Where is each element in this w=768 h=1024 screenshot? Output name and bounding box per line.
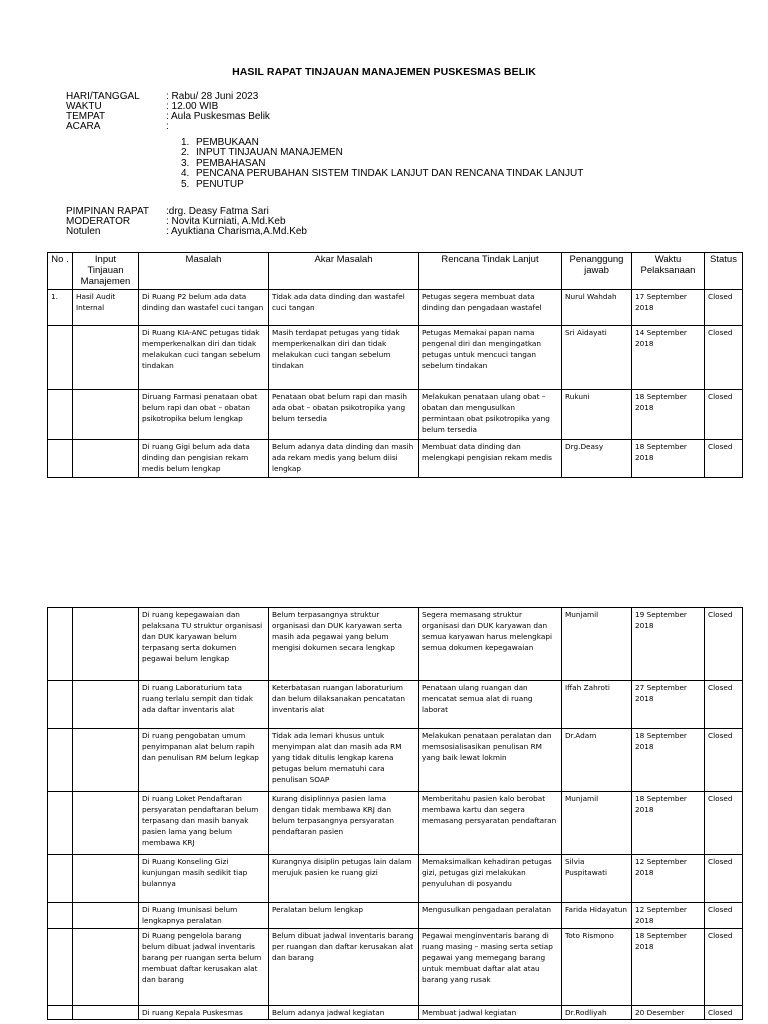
row-number: [48, 792, 73, 855]
input-cell: [73, 440, 139, 478]
table-row: [48, 390, 743, 440]
agenda-text: INPUT TINJAUAN MANAJEMEN: [196, 147, 343, 159]
agenda-text: PEMBAHASAN: [196, 157, 266, 169]
agenda-text: PEMBUKAAN: [196, 137, 259, 148]
problem-cell: Di ruang Loket Pendaftaran persyaratan pendaftaran belum terpasang dan masih banyak pasien lama yang belum membawa KRJ: [139, 792, 269, 855]
agenda-number: 5.: [181, 178, 190, 190]
table-row: [48, 681, 743, 729]
responsible-cell: Iffah Zahroti: [562, 681, 632, 729]
schedule-cell: 14 September 2018: [632, 326, 705, 390]
row-number: [48, 929, 73, 1006]
responsible-cell: Munjamil: [562, 792, 632, 855]
root-cause-cell: Kurangnya disiplin petugas lain dalam merujuk pasien ke ruang gizi: [269, 855, 419, 903]
action-plan-cell: Petugas segera membuat data dinding dan pengadaan wastafel: [419, 290, 562, 326]
input-cell: [73, 390, 139, 440]
responsible-cell: Dr.Adam: [562, 729, 632, 792]
table-row: [48, 929, 743, 1006]
problem-cell: Di ruang Gigi belum ada data dinding dan pengisian rekam medis belum lengkap: [139, 440, 269, 478]
problem-cell: Di ruang pengobatan umum penyimpanan alat belum rapih dan penulisan RM belum legkap: [139, 729, 269, 792]
action-plan-cell: Memberitahu pasien kalo berobat membawa kartu dan segera memasang persyaratan pendaftaran: [419, 792, 562, 855]
action-plan-cell: Penataan ulang ruangan dan mencatat semua alat di ruang laborat: [419, 681, 562, 729]
row-number: [48, 440, 73, 478]
status-cell: Closed: [705, 326, 743, 390]
responsible-cell: Toto Rismono: [562, 929, 632, 1006]
status-cell: Closed: [705, 792, 743, 855]
problem-cell: Di Ruang pengelola barang belum dibuat jadwal inventaris barang per ruangan serta belum membuat daftar kerusakan alat dan barang: [139, 929, 269, 1006]
responsible-cell: Rukuni: [562, 390, 632, 440]
header-no: No .: [48, 253, 73, 290]
info-label: TEMPAT: [66, 111, 106, 122]
info-label: ACARA: [66, 121, 101, 132]
meeting-info: [66, 92, 466, 132]
table-row: [48, 903, 743, 929]
row-number: 1.: [48, 290, 73, 326]
schedule-cell: 18 September 2018: [632, 792, 705, 855]
header-input: Input Tinjauan Manajemen: [73, 253, 139, 290]
info-label: WAKTU: [66, 101, 102, 112]
status-cell: Closed: [705, 290, 743, 326]
problem-cell: Di ruang Kepala Puskesmas: [139, 1006, 269, 1020]
info-label: PIMPINAN RAPAT: [66, 206, 149, 217]
info-value: :: [166, 121, 169, 132]
responsible-cell: Drg.Deasy: [562, 440, 632, 478]
responsible-cell: Silvia Puspitawati: [562, 855, 632, 903]
status-cell: Closed: [705, 390, 743, 440]
responsible-cell: Sri Aidayati: [562, 326, 632, 390]
info-label: MODERATOR: [66, 216, 131, 227]
input-cell: [73, 792, 139, 855]
responsible-cell: Nurul Wahdah: [562, 290, 632, 326]
table-row: [48, 855, 743, 903]
root-cause-cell: Masih terdapat petugas yang tidak memperkenalkan diri dan tidak melakukan cuci tangan sebelum tindakan: [269, 326, 419, 390]
root-cause-cell: Belum adanya jadwal kegiatan: [269, 1006, 419, 1020]
input-cell: [73, 903, 139, 929]
info-value: : Rabu/ 28 Juni 2023: [166, 91, 259, 102]
root-cause-cell: Belum dibuat jadwal inventaris barang per ruangan dan daftar kerusakan alat dan barang: [269, 929, 419, 1006]
root-cause-cell: Peralatan belum lengkap: [269, 903, 419, 929]
header-masalah: Masalah: [139, 253, 269, 290]
input-cell: [73, 326, 139, 390]
problem-cell: Di ruang Laboraturium tata ruang terlalu sempit dan tidak ada daftar inventaris alat: [139, 681, 269, 729]
info-row-place: [66, 112, 466, 122]
action-plan-cell: Mengusulkan pengadaan peralatan: [419, 903, 562, 929]
info-value: : Novita Kurniati, A.Md.Keb: [166, 216, 286, 227]
status-cell: Closed: [705, 608, 743, 681]
table-row: [48, 290, 743, 326]
header-rencana: Rencana Tindak Lanjut: [419, 253, 562, 290]
row-number: [48, 326, 73, 390]
agenda-number: 1.: [181, 137, 190, 148]
action-plan-cell: Segera memasang struktur organisasi dan DUK karyawan dan semua karyawan harus melengkapi semua dokumen kepegawaian: [419, 608, 562, 681]
agenda-number: 3.: [181, 157, 190, 169]
schedule-cell: 19 September 2018: [632, 608, 705, 681]
row-number: [48, 855, 73, 903]
info-label: HARI/TANGGAL: [66, 91, 140, 102]
action-plan-cell: Petugas Memakai papan nama pengenal diri dan mengingatkan petugas untuk mencuci tangan sebelum tindakan: [419, 326, 562, 390]
root-cause-cell: Kurang disiplinnya pasien lama dengan tidak membawa KRJ dan belum terpasangnya persyaratan pendaftaran pasien: [269, 792, 419, 855]
root-cause-cell: Penataan obat belum rapi dan masih ada obat – obatan psikotropika yang belum tersedia: [269, 390, 419, 440]
header-status: Status: [705, 253, 743, 290]
input-cell: [73, 1006, 139, 1020]
table-row: [48, 792, 743, 855]
info-value: : 12.00 WIB: [166, 101, 219, 112]
schedule-cell: 18 September 2018: [632, 440, 705, 478]
input-cell: [73, 855, 139, 903]
row-number: [48, 1006, 73, 1020]
schedule-cell: 12 September 2018: [632, 855, 705, 903]
agenda-number: 2.: [181, 147, 190, 159]
results-table-page1: [47, 252, 743, 478]
action-plan-cell: Pegawai menginventaris barang di ruang masing – masing serta setiap pegawai yang memegang barang untuk membuat daftar alat atau barang yang rusak: [419, 929, 562, 1006]
agenda-item: [181, 180, 583, 190]
table-body: [48, 290, 743, 478]
status-cell: Closed: [705, 855, 743, 903]
agenda-list: [181, 138, 583, 190]
info-row-date: [66, 92, 466, 102]
action-plan-cell: Melakukan penataan ulang obat – obatan dan mengusulkan permintaan obat psikotropika yang belum tersedia: [419, 390, 562, 440]
meeting-people: [66, 207, 466, 237]
status-cell: Closed: [705, 929, 743, 1006]
action-plan-cell: Membuat data dinding dan melengkapi pengisian rekam medis: [419, 440, 562, 478]
root-cause-cell: Tidak ada lemari khusus untuk menyimpan alat dan masih ada RM yang tidak ditulis lengkap karena petugas belum mematuhi cara penulisan SOAP: [269, 729, 419, 792]
action-plan-cell: Memaksimalkan kehadiran petugas gizi, petugas gizi melakukan penyuluhan di posyandu: [419, 855, 562, 903]
problem-cell: Di Ruang Imunisasi belum lengkapnya peralatan: [139, 903, 269, 929]
agenda-text: PENCANA PERUBAHAN SISTEM TINDAK LANJUT DAN RENCANA TINDAK LANJUT: [196, 168, 584, 180]
row-number: [48, 390, 73, 440]
problem-cell: Di Ruang P2 belum ada data dinding dan wastafel cuci tangan: [139, 290, 269, 326]
action-plan-cell: Melakukan penataan peralatan dan memsosialisasikan penulisan RM yang baik lewat lokmin: [419, 729, 562, 792]
root-cause-cell: Belum terpasangnya struktur organisasi dan DUK karyawan serta masih ada pegawai yang belum mengisi dokumen secara lengkap: [269, 608, 419, 681]
schedule-cell: 18 September 2018: [632, 729, 705, 792]
problem-cell: Di ruang kepegawaian dan pelaksana TU struktur organisasi dan DUK karyawan belum terpasang serta dokumen pegawai belum lengkap: [139, 608, 269, 681]
row-number: [48, 681, 73, 729]
table-row: [48, 1006, 743, 1020]
root-cause-cell: Belum adanya data dinding dan masih ada rekam medis yang belum diisi lengkap: [269, 440, 419, 478]
schedule-cell: 17 September 2018: [632, 290, 705, 326]
problem-cell: Diruang Farmasi penataan obat belum rapi dan obat – obatan psikotropika belum lengkap: [139, 390, 269, 440]
problem-cell: Di Ruang Konseling Gizi kunjungan masih sedikit tiap bulannya: [139, 855, 269, 903]
table-row: [48, 326, 743, 390]
agenda-number: 4.: [181, 168, 190, 180]
status-cell: Closed: [705, 903, 743, 929]
info-value: : Aula Puskesmas Belik: [166, 111, 270, 122]
schedule-cell: 12 September 2018: [632, 903, 705, 929]
schedule-cell: 18 September 2018: [632, 390, 705, 440]
info-label: Notulen: [66, 226, 101, 237]
status-cell: Closed: [705, 681, 743, 729]
row-number: [48, 729, 73, 792]
responsible-cell: Munjamil: [562, 608, 632, 681]
info-value: :drg. Deasy Fatma Sari: [166, 206, 269, 217]
header-waktu: Waktu Pelaksanaan: [632, 253, 705, 290]
root-cause-cell: Tidak ada data dinding dan wastafel cuci tangan: [269, 290, 419, 326]
document-title: HASIL RAPAT TINJAUAN MANAJEMEN PUSKESMAS BELIK: [232, 66, 536, 78]
input-cell: [73, 929, 139, 1006]
results-table-page2: [47, 607, 743, 1020]
status-cell: Closed: [705, 440, 743, 478]
schedule-cell: 27 September 2018: [632, 681, 705, 729]
status-cell: Closed: [705, 1006, 743, 1020]
schedule-cell: 18 September 2018: [632, 929, 705, 1006]
schedule-cell: 20 Desember: [632, 1006, 705, 1020]
input-cell: [73, 681, 139, 729]
header-akar-masalah: Akar Masalah: [269, 253, 419, 290]
input-cell: Hasil Audit Internal: [73, 290, 139, 326]
responsible-cell: Farida Hidayatun: [562, 903, 632, 929]
table-row: [48, 608, 743, 681]
info-value: : Ayuktiana Charisma,A.Md.Keb: [166, 226, 307, 237]
responsible-cell: Dr.Rodliyah: [562, 1006, 632, 1020]
input-cell: [73, 729, 139, 792]
row-number: [48, 903, 73, 929]
status-cell: Closed: [705, 729, 743, 792]
table-row: [48, 440, 743, 478]
input-cell: [73, 608, 139, 681]
root-cause-cell: Keterbatasan ruangan laboraturium dan belum dilaksanakan pencatatan inventaris alat: [269, 681, 419, 729]
problem-cell: Di Ruang KIA-ANC petugas tidak memperkenalkan diri dan tidak melakukan cuci tangan sebelum tindakan: [139, 326, 269, 390]
info-row-notulen: [66, 227, 466, 237]
info-row-agenda: [66, 122, 466, 132]
table-body: [48, 608, 743, 1020]
agenda-text: PENUTUP: [196, 178, 244, 190]
row-number: [48, 608, 73, 681]
action-plan-cell: Membuat jadwal kegiatan: [419, 1006, 562, 1020]
table-header-row: [48, 253, 743, 290]
header-penanggung-jawab: Penanggung jawab: [562, 253, 632, 290]
table-row: [48, 729, 743, 792]
